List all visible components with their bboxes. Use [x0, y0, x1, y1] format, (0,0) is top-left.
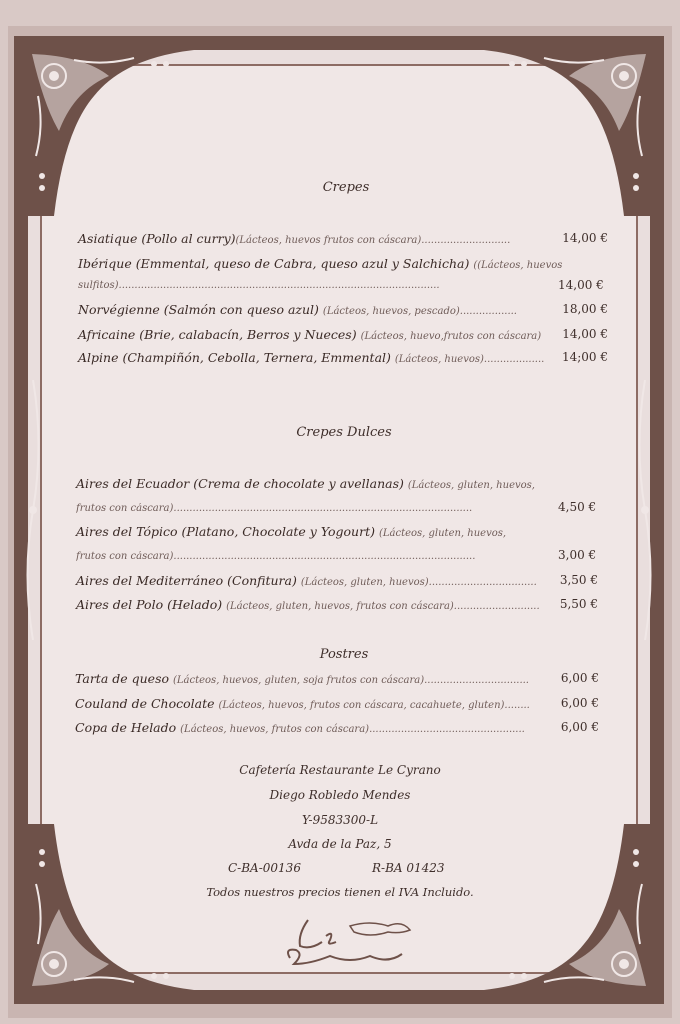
menu-item: [78, 302, 608, 317]
allergens: (Lácteos, gluten, huevos,: [407, 480, 535, 491]
owner-name: Diego Robledo Mendes: [269, 788, 411, 802]
allergens: (Lácteos, huevos, frutos con cáscara, cacahuete, gluten)........: [218, 700, 530, 711]
menu-item: [76, 573, 598, 588]
menu-item: [78, 350, 608, 365]
price: 3,50 €: [559, 573, 598, 587]
section-title-postres: Postres: [319, 647, 369, 662]
allergens: (Lácteos, huevos)...................: [394, 354, 545, 365]
price: 18,00 €: [562, 302, 608, 316]
allergens: (Lácteos, huevo,frutos con cáscara): [360, 331, 542, 342]
dish-name: Aires del Tópico (Platano, Chocolate y Yogourt): [76, 524, 375, 539]
allergens: (Lácteos, gluten, huevos, frutos con cáscara)...........................: [226, 601, 540, 612]
restaurant-name: Cafetería Restaurante Le Cyrano: [239, 763, 441, 777]
price: 14,00 €: [562, 327, 608, 341]
address: Avda de la Paz, 5: [288, 837, 392, 851]
license-code-left: C-BA-00136: [228, 861, 301, 875]
vat-note: Todos nuestros precios tienen el IVA Incluido.: [206, 885, 474, 899]
allergens: (Lácteos, gluten, huevos)..................................: [300, 577, 537, 588]
price: 6,00 €: [560, 720, 599, 734]
menu-item: [78, 256, 608, 271]
allergens-continuation: sulfitos).....................................................................................................: [78, 280, 440, 291]
license-code-right: R-BA 01423: [372, 861, 445, 875]
price: 14,00 €: [562, 231, 608, 245]
price: 14;00 €: [561, 350, 608, 364]
dish-name: Tarta de queso: [75, 671, 170, 686]
section-title-crepes-dulces: Crepes Dulces: [296, 425, 392, 440]
allergens-continuation: frutos con cáscara)...............................................................................................: [76, 551, 476, 562]
menu-item: [78, 231, 608, 246]
allergens: (Lácteos, huevos frutos con cáscara)............................: [235, 235, 511, 246]
dish-name: Aires del Ecuador (Crema de chocolate y avellanas): [76, 476, 404, 491]
menu-item: [76, 597, 598, 612]
allergens: (Lácteos, huevos, pescado)..................: [322, 306, 517, 317]
dish-name: Asiatique (Pollo al curry): [78, 231, 236, 246]
allergens: ((Lácteos, huevos: [473, 260, 563, 271]
dish-name: Ibérique (Emmental, queso de Cabra, queso azul y Salchicha): [78, 256, 470, 271]
menu-item: [75, 696, 599, 711]
dish-name: Copa de Helado: [75, 720, 177, 735]
price: 3,00 €: [558, 548, 597, 562]
menu-item: [76, 524, 606, 539]
dish-name: Alpine (Champiñón, Cebolla, Ternera, Emmental): [78, 350, 391, 365]
price: 6,00 €: [560, 696, 599, 710]
menu-item: [76, 476, 606, 491]
section-title-crepes: Crepes: [322, 180, 370, 195]
menu-item: [78, 327, 608, 342]
dish-name: Africaine (Brie, calabacín, Berros y Nueces): [78, 327, 357, 342]
allergens: (Lácteos, gluten, huevos,: [378, 528, 507, 539]
dish-name: Aires del Mediterráneo (Confitura): [76, 573, 297, 588]
price: 14,00 €: [558, 278, 604, 292]
menu-item: [75, 671, 599, 686]
allergens: (Lácteos, huevos, gluten, soja frutos con cáscara).................................: [173, 675, 529, 686]
menu-item: [75, 720, 599, 735]
price: 6,00 €: [560, 671, 599, 685]
allergens: (Lácteos, huevos, frutos con cáscara).................................................: [180, 724, 525, 735]
price: 5,50 €: [559, 597, 598, 611]
tax-id: Y-9583300-L: [301, 813, 379, 827]
dish-name: Norvégienne (Salmón con queso azul): [78, 302, 319, 317]
le-cyrano-logo: [270, 912, 420, 972]
price: 4,50 €: [558, 500, 597, 514]
dish-name: Couland de Chocolate: [75, 696, 215, 711]
dish-name: Aires del Polo (Helado): [76, 597, 223, 612]
allergens-continuation: frutos con cáscara)..............................................................................................: [76, 503, 473, 514]
